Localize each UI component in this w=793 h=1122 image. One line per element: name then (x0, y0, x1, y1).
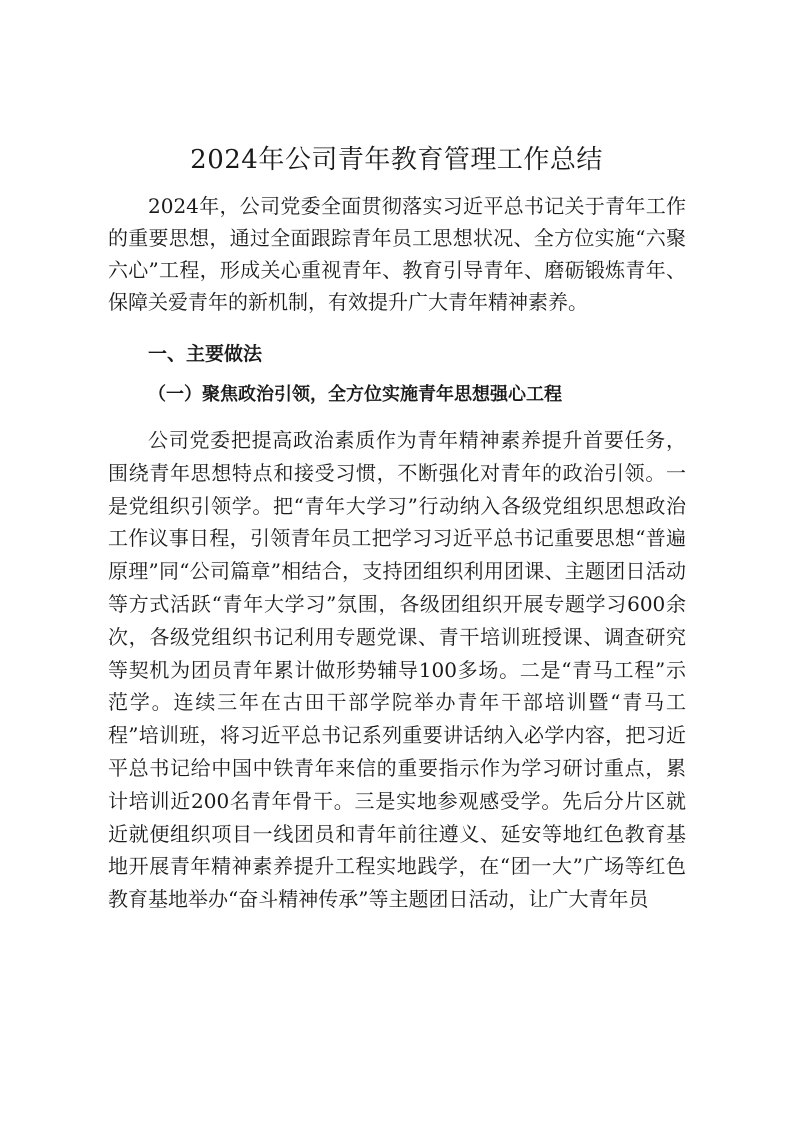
intro-paragraph: 2024年，公司党委全面贯彻落实习近平总书记关于青年工作的重要思想，通过全面跟踪青年员工思想状况、全方位实施“六聚六心”工程，形成关心重视青年、教育引导青年、磨砺锻炼青年、保障关爱青年的新机制，有效提升广大青年精神素养。 (108, 194, 686, 314)
document-title: 2024年公司青年教育管理工作总结 (190, 145, 603, 175)
subsection-heading-political-guidance: （一）聚焦政治引领，全方位实施青年思想强心工程 (148, 384, 562, 405)
section-heading-main-practices: 一、主要做法 (148, 343, 263, 365)
subsection-body-paragraph: 公司党委把提高政治素质作为青年精神素养提升首要任务，围绕青年思想特点和接受习惯，不断强化对青年的政治引领。一是党组织引领学。把“青年大学习”行动纳入各级党组织思想政治工作议事日程，引领青年员工把学习习近平总书记重要思想“普遍原理”同“公司篇章”相结合，支持团组织利用团课、主题团日活动等方式活跃“青年大学习”氛围，各级团组织开展专题学习600余次，各级党组织书记利用专题党课、青干培训班授课、调查研究等契机为团员青年累计做形势辅导100多场。二是“青马工程”示范学。连续三年在古田干部学院举办青年干部培训暨“青马工程”培训班，将习近平总书记系列重要讲话纳入必学内容，把习近平总书记给中国中铁青年来信的重要指示作为学习研讨重点，累计培训近200名青年骨干。三是实地参观感受学。先后分片区就近就便组织项目一线团员和青年前往遵义、延安等地红色教育基地开展青年精神素养提升工程实地践学，在“团一大”广场等红色教育基地举办“奋斗精神传承”等主题团日活动，让广大青年员 (108, 428, 686, 912)
